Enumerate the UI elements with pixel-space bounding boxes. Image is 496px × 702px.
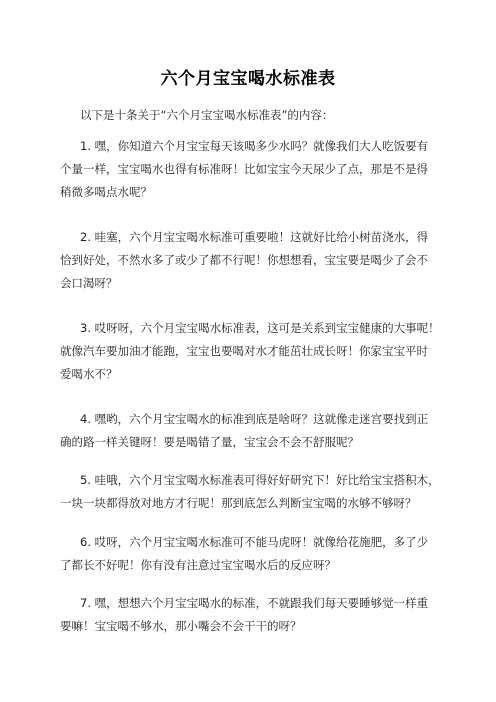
item-line: 2. 哇塞，六个月宝宝喝水标准可重要啦！这就好比给小树苗浇水，得 [80,230,429,244]
item-line: 确的路一样关键呀！要是喝错了量，宝宝会不会不舒服呢？ [60,435,359,449]
item-line: 4. 嘿哟，六个月宝宝喝水的标准到底是啥呀？这就像走迷宫要找到正 [80,412,429,426]
list-item [60,135,446,204]
item-line: 要嘛！宝宝喝不够水，那小嘴会不会干干的呀？ [60,619,302,633]
item-line: 7. 嘿，想想六个月宝宝喝水的标准，不就跟我们每天要睡够觉一样重 [80,596,429,610]
item-line: 会口渴呀？ [60,276,118,290]
page-title: 六个月宝宝喝水标准表 [160,69,336,89]
list-item [60,469,446,515]
list-item [60,592,446,638]
item-line: 爱喝水不？ [60,367,118,381]
intro-paragraph: 以下是十条关于“六个月宝宝喝水标准表”的内容： [80,108,334,122]
item-line: 1. 嘿，你知道六个月宝宝每天该喝多少水吗？就像我们大人吃饭要有 [80,139,429,153]
item-line: 6. 哎呀，六个月宝宝喝水标准可不能马虎呀！就像给花施肥，多了少 [80,535,429,549]
item-line: 稍微多喝点水呢？ [60,185,152,199]
item-line: 个量一样，宝宝喝水也得有标准呀！比如宝宝今天尿少了点，那是不是得 [60,162,428,176]
list-item [60,408,446,454]
list-item [60,531,446,577]
list-item [60,317,446,386]
item-line: 一块一块都得放对地方才行呢！那到底怎么判断宝宝喝的水够不够呀？ [60,496,417,510]
item-line: 3. 哎呀呀，六个月宝宝喝水标准表，这可是关系到宝宝健康的大事呢！ [80,321,440,335]
item-line: 5. 哇哦，六个月宝宝喝水标准表可得好好研究下！好比给宝宝搭积木， [80,473,440,487]
item-line: 就像汽车要加油才能跑，宝宝也要喝对水才能茁壮成长呀！你家宝宝平时 [60,344,428,358]
item-line: 了都长不好呢！你有没有注意过宝宝喝水后的反应呀？ [60,558,336,572]
item-line: 恰到好处，不然水多了或少了都不行呢！你想想看，宝宝要是喝少了会不 [60,253,428,267]
list-item [60,226,446,295]
